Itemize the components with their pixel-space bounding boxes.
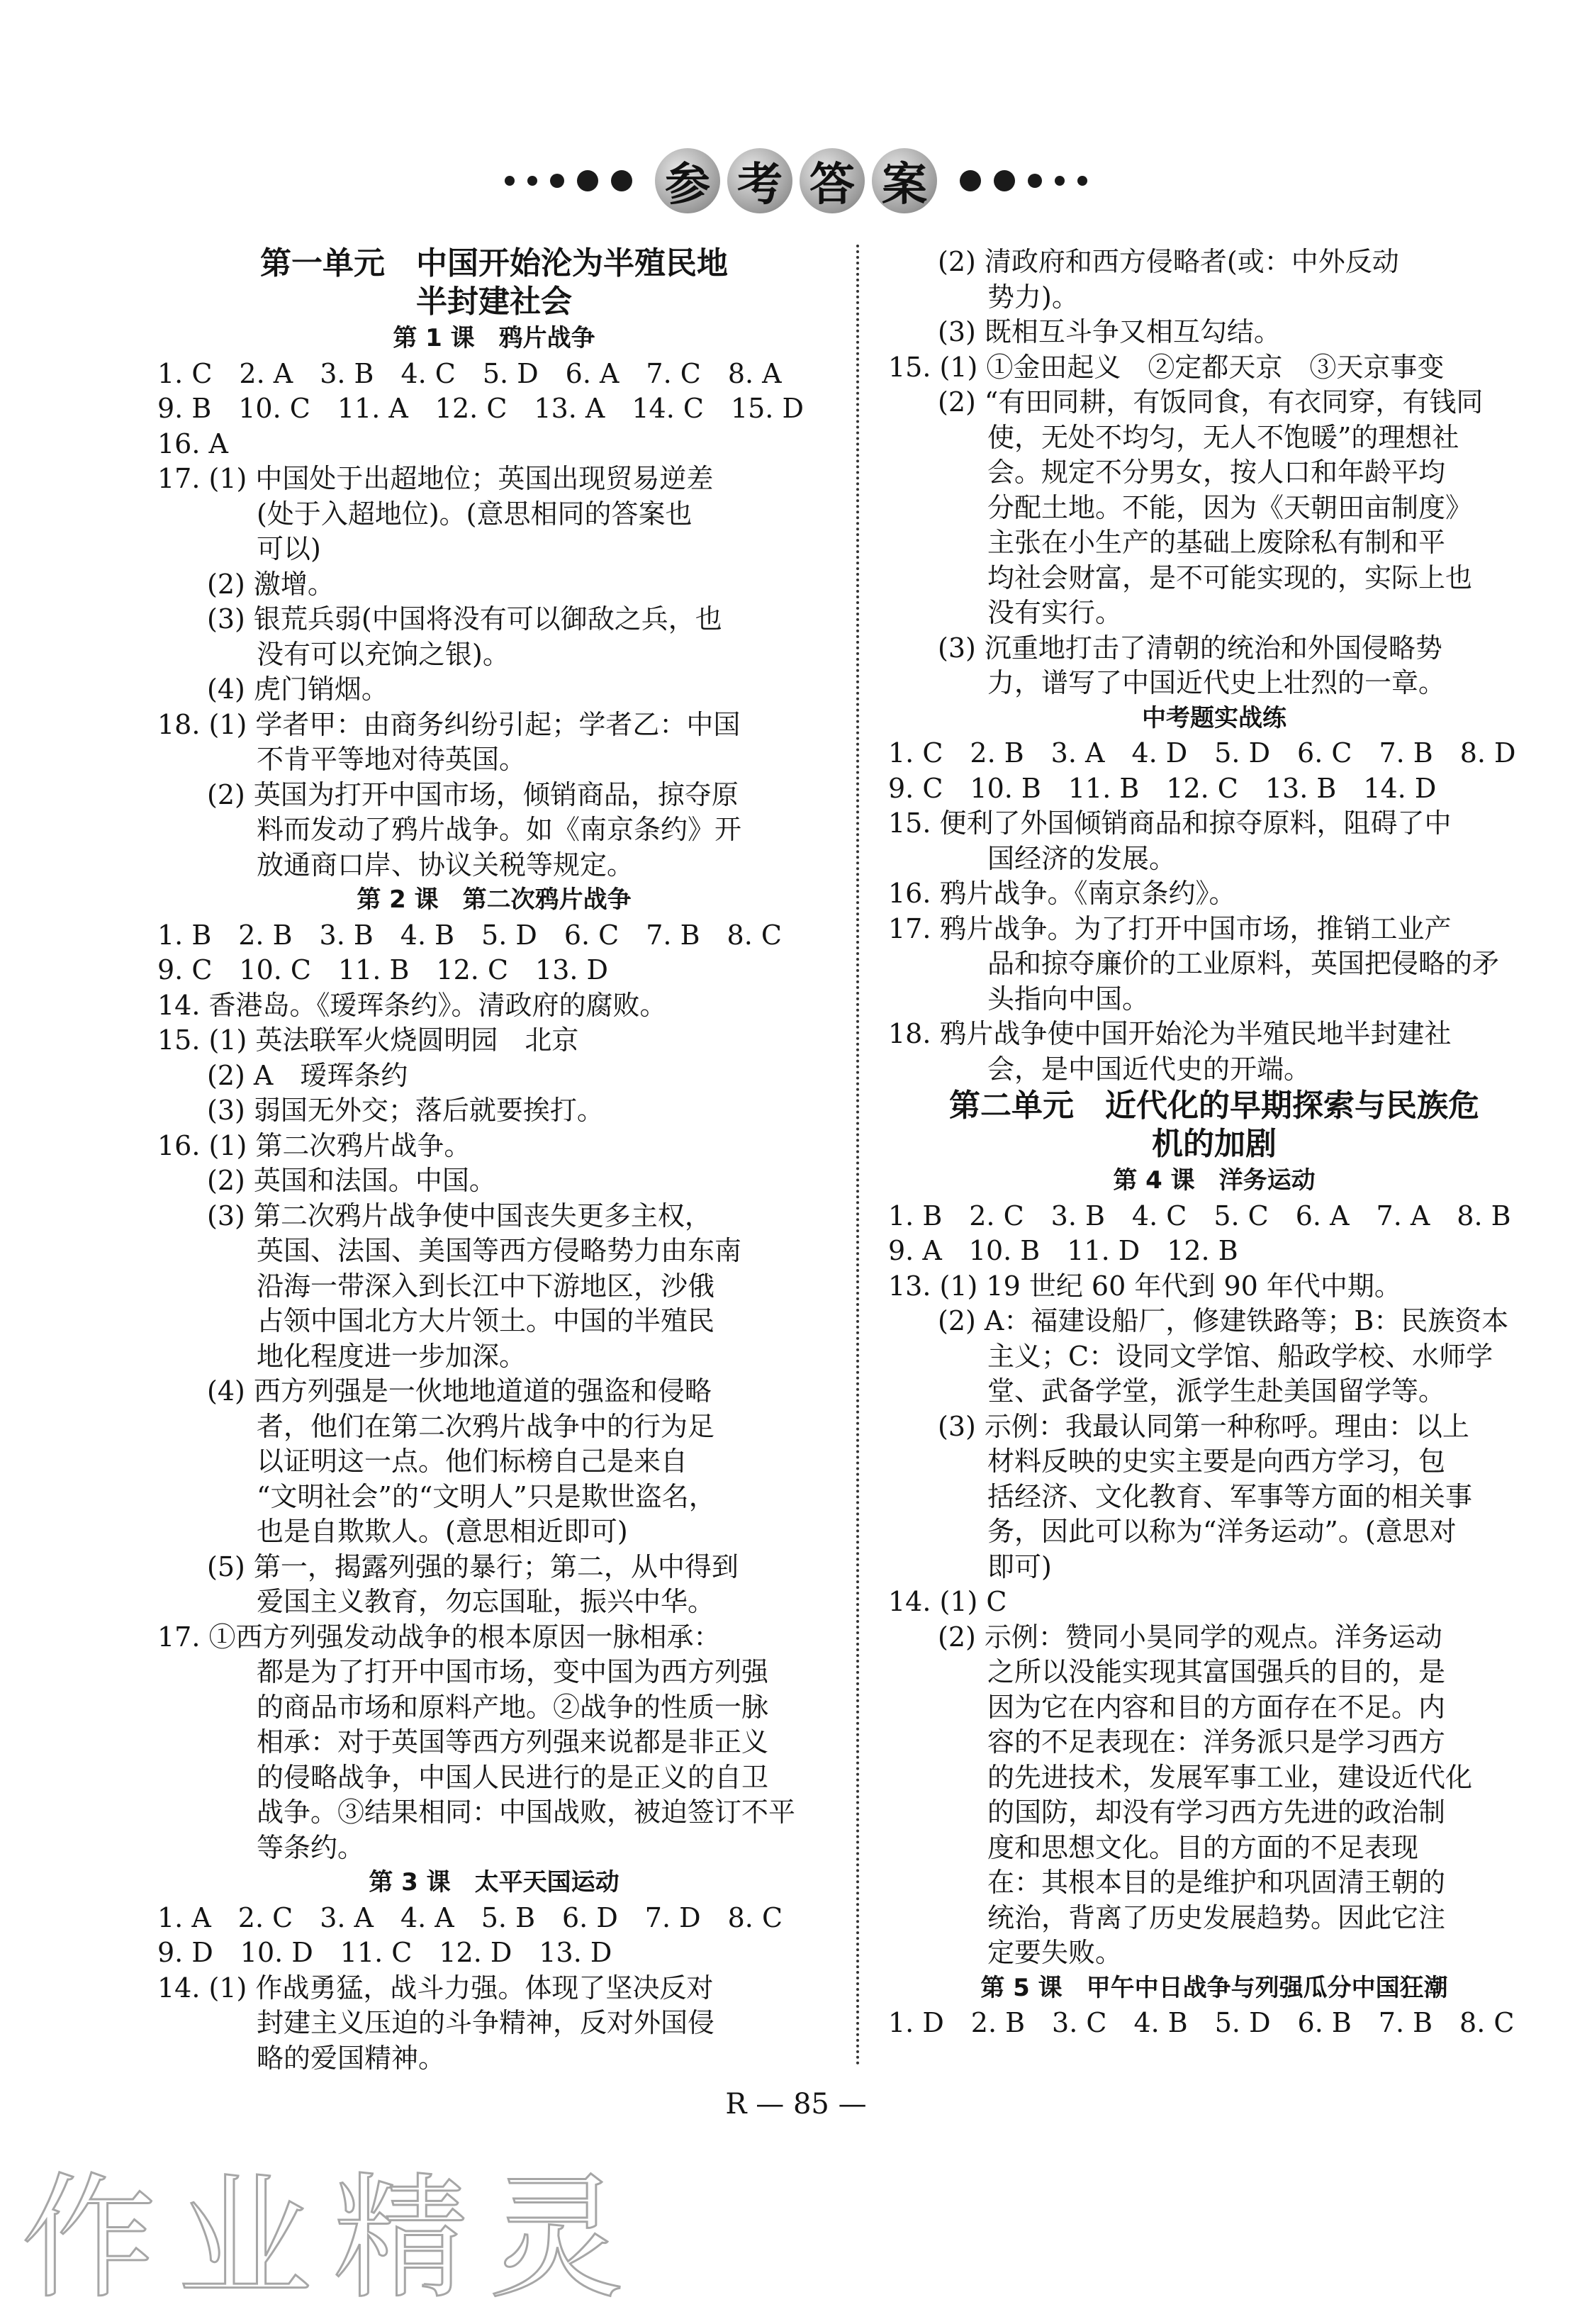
answer-line: 主张在小生产的基础上废除私有制和平 — [987, 527, 1446, 558]
answer-line: 1. B 2. C 3. B 4. C 5. C 6. A 7. A 8. B — [888, 1200, 1511, 1231]
answer-line: 15. 便利了外国倾销商品和掠夺原料，阻碍了中 — [888, 808, 1452, 839]
dot-decoration — [1077, 176, 1087, 186]
answer-line: (2) A：福建设船厂，修建铁路等；B：民族资本 — [938, 1305, 1509, 1336]
answer-line: 17. (1) 中国处于出超地位；英国出现贸易逆差 — [157, 463, 714, 494]
lesson-heading: 第 2 课 第二次鸦片战争 — [357, 886, 632, 914]
column-divider — [856, 245, 859, 2067]
left-column — [157, 245, 831, 2076]
banner-char: 案 — [872, 148, 937, 213]
lesson-heading: 第 5 课 甲午中日战争与列强瓜分中国狂潮 — [980, 1973, 1448, 2002]
dot-decoration — [550, 174, 564, 188]
answer-line: 品和掠夺廉价的工业原料，英国把侵略的矛 — [987, 948, 1500, 979]
answer-line: 沿海一带深入到长江中下游地区，沙俄 — [257, 1270, 715, 1302]
answer-line: 等条约。 — [257, 1831, 365, 1863]
answer-line: 定要失败。 — [987, 1937, 1123, 1968]
lesson-heading: 第 1 课 鸦片战争 — [393, 324, 595, 352]
lesson-heading: 中考题实战练 — [1142, 703, 1287, 732]
answer-line: 略的爱国精神。 — [257, 2042, 446, 2074]
answer-line: 放通商口岸、协议关税等规定。 — [257, 849, 634, 881]
answer-line: 战争。③结果相同：中国战败，被迫签订不平 — [257, 1797, 796, 1828]
answer-line: (2) A 瑷珲条约 — [207, 1059, 408, 1091]
answer-line: 材料反映的史实主要是向西方学习，包 — [987, 1446, 1446, 1477]
answer-line: 地化程度进一步加深。 — [257, 1340, 527, 1372]
answer-line: 14. (1) C — [888, 1586, 1007, 1617]
answer-line: 没有实行。 — [987, 597, 1123, 628]
answer-line: 度和思想文化。目的方面的不足表现 — [987, 1831, 1419, 1863]
answer-line: 14. (1) 作战勇猛，战斗力强。体现了坚决反对 — [157, 1972, 714, 2004]
answer-line: 相承：对于英国等西方列强来说都是非正义 — [257, 1726, 769, 1758]
answer-line: (2) 清政府和西方侵略者(或：中外反动 — [938, 246, 1399, 277]
answer-line: 1. B 2. B 3. B 4. B 5. D 6. C 7. B 8. C — [157, 919, 782, 951]
answer-line: 9. D 10. D 11. C 12. D 13. D — [157, 1937, 612, 1968]
answer-line: 14. 香港岛。《瑷珲条约》。清政府的腐败。 — [157, 989, 667, 1021]
answer-line: (3) 示例：我最认同第一种称呼。理由：以上 — [938, 1410, 1469, 1442]
answer-line: 18. (1) 学者甲：由商务纠纷引起；学者乙：中国 — [157, 708, 741, 740]
answer-line: (3) 沉重地打击了清朝的统治和外国侵略势 — [938, 632, 1442, 664]
answer-line: 之所以没能实现其富国强兵的目的，是 — [987, 1656, 1446, 1687]
answer-line: (5) 第一，揭露列强的暴行；第二，从中得到 — [207, 1551, 739, 1582]
answer-line: 势力)。 — [987, 281, 1079, 313]
answer-line: 料而发动了鸦片战争。如《南京条约》开 — [257, 814, 742, 845]
answer-line: 15. (1) ①金田起义 ②定都天京 ③天京事变 — [888, 351, 1445, 383]
dot-decoration — [994, 170, 1015, 191]
answer-line: 英国、法国、美国等西方侵略势力由东南 — [257, 1235, 742, 1266]
answer-line: (处于入超地位)。(意思相同的答案也 — [257, 498, 693, 530]
answer-line: 的国防，却没有学习西方先进的政治制 — [987, 1797, 1446, 1828]
answer-line: (2) “有田同耕，有饭同食，有衣同穿，有钱同 — [938, 386, 1484, 418]
dot-decoration — [1028, 174, 1042, 188]
answer-line: (2) 激增。 — [207, 568, 335, 600]
answer-line: (3) 弱国无外交；落后就要挨打。 — [207, 1095, 604, 1126]
dot-decoration — [577, 170, 598, 191]
answer-line: “文明社会”的“文明人”只是欺世盗名， — [257, 1480, 716, 1512]
answer-line: (2) 示例：赞同小昊同学的观点。洋务运动 — [938, 1621, 1442, 1653]
dot-decoration — [1055, 176, 1065, 186]
answer-line: 1. C 2. B 3. A 4. D 5. D 6. C 7. B 8. D — [888, 737, 1516, 769]
answer-line: 括经济、文化教育、军事等方面的相关事 — [987, 1480, 1473, 1512]
watermark: 作业精灵 — [21, 2160, 646, 2317]
answer-line: 9. C 10. B 11. B 12. C 13. B 14. D — [888, 772, 1437, 804]
banner-char: 参 — [655, 148, 720, 213]
banner-char: 考 — [727, 148, 792, 213]
lesson-heading: 第 3 课 太平天国运动 — [369, 1868, 620, 1896]
banner-title — [655, 148, 937, 213]
answer-line: 1. D 2. B 3. C 4. B 5. D 6. B 7. B 8. C — [888, 2007, 1515, 2038]
answer-line: 18. 鸦片战争使中国开始沦为半殖民地半封建社 — [888, 1018, 1452, 1049]
answer-line: 会，是中国近代史的开端。 — [987, 1053, 1311, 1085]
answer-line: 会。规定不分男女，按人口和年龄平均 — [987, 457, 1446, 488]
answer-line: 的商品市场和原料产地。②战争的性质一脉 — [257, 1691, 769, 1723]
answer-line: 分配土地。不能，因为《天朝田亩制度》 — [987, 491, 1473, 523]
answer-line: 头指向中国。 — [987, 983, 1150, 1015]
answer-line: 的先进技术，发展军事工业，建设近代化 — [987, 1761, 1473, 1793]
answer-line: 使，无处不均匀，无人不饱暖”的理想社 — [987, 421, 1459, 453]
answer-line: 1. C 2. A 3. B 4. C 5. D 6. A 7. C 8. A — [157, 357, 782, 389]
answer-line: 者，他们在第二次鸦片战争中的行为足 — [257, 1410, 715, 1442]
answer-line: (2) 英国为打开中国市场，倾销商品，掠夺原 — [207, 778, 739, 810]
answer-line: 即可) — [987, 1551, 1052, 1582]
answer-line: 9. C 10. C 11. B 12. C 13. D — [157, 954, 608, 985]
answer-line: 均社会财富，是不可能实现的，实际上也 — [987, 562, 1473, 593]
unit-heading: 半封建社会 — [416, 284, 572, 320]
unit-heading: 第一单元 中国开始沦为半殖民地 — [260, 245, 728, 281]
answer-line: 16. A — [157, 428, 228, 459]
answer-line: 因为它在内容和目的方面存在不足。内 — [987, 1691, 1446, 1723]
dot-decoration — [960, 170, 981, 191]
answer-line: 9. A 10. B 11. D 12. B — [888, 1235, 1238, 1266]
answer-line: 务，因此可以称为“洋务运动”。(意思对 — [987, 1516, 1457, 1547]
banner-char: 答 — [800, 148, 865, 213]
answer-line: (3) 第二次鸦片战争使中国丧失更多主权， — [207, 1200, 712, 1231]
answer-line: 17. 鸦片战争。为了打开中国市场，推销工业产 — [888, 912, 1452, 944]
answer-line: 在：其根本目的是维护和巩固清王朝的 — [987, 1867, 1446, 1898]
answer-line: 可以) — [257, 533, 321, 564]
answer-line: (2) 英国和法国。中国。 — [207, 1165, 496, 1196]
answer-line: 1. A 2. C 3. A 4. A 5. B 6. D 7. D 8. C — [157, 1901, 783, 1933]
answer-line: 16. (1) 第二次鸦片战争。 — [157, 1129, 471, 1161]
answer-line: 主义；C：设同文学馆、船政学校、水师学 — [987, 1340, 1493, 1372]
answer-line: (3) 银荒兵弱(中国将没有可以御敌之兵，也 — [207, 603, 722, 635]
answer-line: 占领中国北方大片领土。中国的半殖民 — [257, 1305, 715, 1336]
dot-decoration — [527, 176, 537, 186]
answer-line: 统治，背离了历史发展趋势。因此它注 — [987, 1901, 1446, 1933]
unit-heading: 第二单元 近代化的早期探索与民族危 — [949, 1088, 1479, 1124]
answer-line: 以证明这一点。他们标榜自己是来自 — [257, 1446, 688, 1477]
answer-line: 没有可以充饷之银)。 — [257, 638, 510, 670]
right-column — [888, 245, 1540, 2041]
answer-line: 也是自欺欺人。(意思相近即可) — [257, 1516, 628, 1547]
answer-line: 力，谱写了中国近代史上壮烈的一章。 — [987, 667, 1446, 698]
answer-banner — [0, 142, 1592, 220]
answer-line: 不肯平等地对待英国。 — [257, 744, 527, 775]
unit-heading: 机的加剧 — [1152, 1126, 1277, 1162]
answer-line: 封建主义压迫的斗争精神，反对外国侵 — [257, 2007, 715, 2038]
lesson-heading: 第 4 课 洋务运动 — [1113, 1166, 1316, 1195]
dot-decoration — [505, 176, 515, 186]
answer-line: (3) 既相互斗争又相互勾结。 — [938, 316, 1281, 347]
answer-line: 15. (1) 英法联军火烧圆明园 北京 — [157, 1024, 579, 1056]
answer-line: 都是为了打开中国市场，变中国为西方列强 — [257, 1656, 769, 1687]
answer-line: 16. 鸦片战争。《南京条约》。 — [888, 878, 1236, 909]
answer-line: 爱国主义教育，勿忘国耻，振兴中华。 — [257, 1586, 715, 1617]
answer-line: 13. (1) 19 世纪 60 年代到 90 年代中期。 — [888, 1270, 1401, 1302]
answer-line: 国经济的发展。 — [987, 842, 1177, 874]
answer-line: 9. B 10. C 11. A 12. C 13. A 14. C 15. D — [157, 393, 804, 424]
answer-line: 的侵略战争，中国人民进行的是正义的自卫 — [257, 1761, 769, 1793]
answer-line: (4) 西方列强是一伙地地道道的强盗和侵略 — [207, 1375, 712, 1407]
answer-line: 堂、武备学堂，派学生赴美国留学等。 — [987, 1375, 1446, 1407]
page-number: R — 85 — — [725, 2088, 867, 2121]
answer-line: 17. ①西方列强发动战争的根本原因一脉相承： — [157, 1621, 721, 1653]
answer-line: 容的不足表现在：洋务派只是学习西方 — [987, 1726, 1446, 1758]
dot-decoration — [611, 170, 632, 191]
answer-line: (4) 虎门销烟。 — [207, 674, 388, 705]
